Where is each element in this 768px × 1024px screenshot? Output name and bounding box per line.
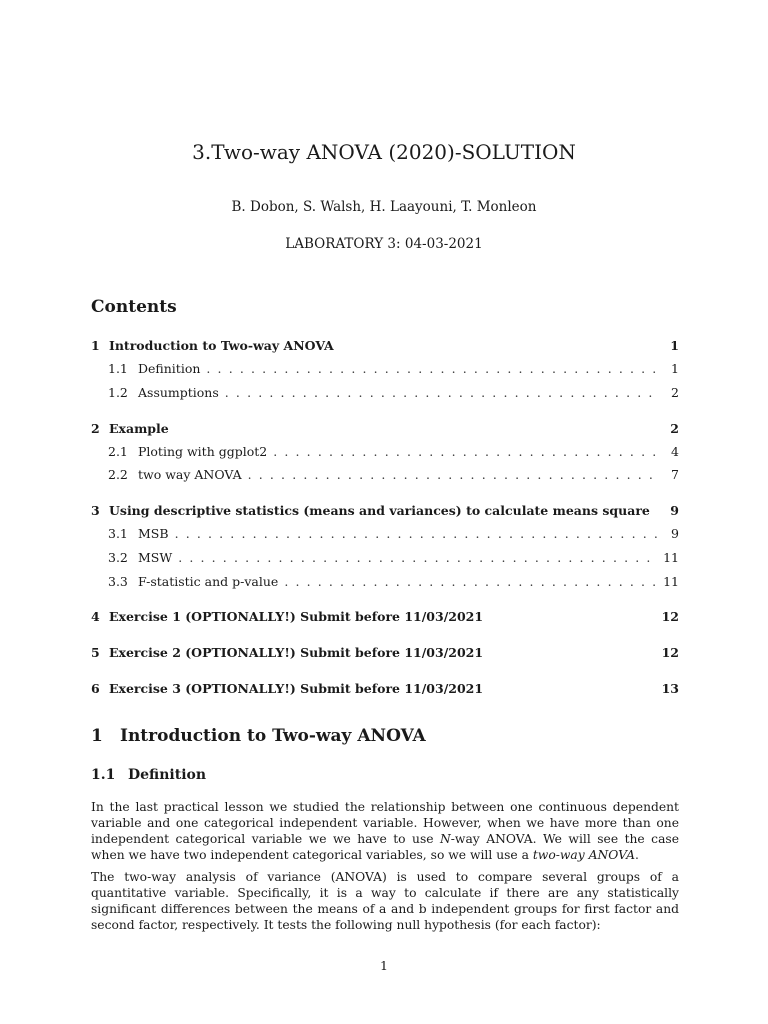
subsection-number: 1.1: [91, 767, 116, 783]
paragraph-anova-definition: The two-way analysis of variance (ANOVA) is used to compare several groups of a quantitative variable. Specifically, it is a way to calculate if there are any statistically significant differences between the means of a and b independent groups for first factor and second factor, respectively. It tests the following null hypothesis (for each factor):: [91, 870, 679, 932]
toc-page: 12: [661, 645, 679, 660]
toc-entry-1-2[interactable]: [108, 385, 679, 400]
toc-label: Exercise 3 (OPTIONALLY!) Submit before 11/03/2021: [109, 681, 484, 696]
authors-line: B. Dobon, S. Walsh, H. Laayouni, T. Monleon: [231, 199, 537, 215]
toc-label: Ploting with ggplot2: [138, 444, 268, 459]
toc-page: 1: [671, 361, 679, 376]
toc-entry-2-1[interactable]: [108, 444, 679, 459]
toc-page: 1: [670, 338, 679, 353]
toc-label: Introduction to Two-way ANOVA: [109, 338, 334, 353]
toc-page: 13: [661, 681, 679, 696]
toc-entry-2-2[interactable]: [108, 467, 679, 482]
toc-entry-1[interactable]: [91, 338, 679, 353]
toc-page: 12: [661, 609, 679, 624]
toc-page: 2: [670, 421, 679, 436]
toc-number: 6: [91, 681, 100, 696]
toc-label: Exercise 2 (OPTIONALLY!) Submit before 11/03/2021: [109, 645, 484, 660]
section-number: 1: [91, 726, 103, 746]
toc-dot-leader: [225, 385, 659, 400]
toc-dot-leader: [178, 550, 657, 565]
toc-page: 9: [671, 526, 679, 541]
toc-label: Assumptions: [138, 385, 219, 400]
toc-entry-2[interactable]: [91, 421, 679, 436]
toc-number: 1.2: [108, 385, 128, 400]
toc-entry-4[interactable]: [91, 609, 679, 624]
paragraph-text: In the last practical lesson we studied the relationship between one continuous dependent variable and one categorical independent variable. However, when we have more than one independent categorical variable we we have to use: [91, 800, 679, 846]
toc-entry-1-1[interactable]: [108, 361, 679, 376]
toc-number: 4: [91, 609, 100, 624]
toc-page: 9: [670, 503, 679, 518]
toc-number: 2.1: [108, 444, 128, 459]
toc-number: 2.2: [108, 467, 128, 482]
toc-label: two way ANOVA: [138, 467, 242, 482]
toc-label: Exercise 1 (OPTIONALLY!) Submit before 11/03/2021: [109, 609, 484, 624]
toc-number: 3.3: [108, 574, 128, 589]
document-title: 3.Two-way ANOVA (2020)-SOLUTION: [192, 140, 576, 164]
toc-label: Example: [109, 421, 169, 436]
toc-dot-leader: [248, 467, 659, 482]
toc-entry-3[interactable]: [91, 503, 679, 518]
contents-heading: Contents: [91, 297, 177, 317]
toc-number: 1.1: [108, 361, 128, 376]
toc-number: 1: [91, 338, 100, 353]
toc-entry-3-2[interactable]: [108, 550, 679, 565]
toc-dot-leader: [284, 574, 657, 589]
toc-entry-3-1[interactable]: [108, 526, 679, 541]
toc-page: 2: [671, 385, 679, 400]
toc-dot-leader: [175, 526, 659, 541]
toc-entry-5[interactable]: [91, 645, 679, 660]
toc-dot-leader: [273, 444, 659, 459]
paragraph-text: .: [635, 848, 639, 862]
toc-page: 7: [671, 467, 679, 482]
subsection-title: Definition: [128, 767, 207, 783]
toc-page: 11: [663, 574, 679, 589]
page-number: 1: [380, 958, 388, 973]
toc-dot-leader: [206, 361, 659, 376]
toc-label: MSB: [138, 526, 169, 541]
toc-page: 11: [663, 550, 679, 565]
toc-page: 4: [671, 444, 679, 459]
toc-entry-6[interactable]: [91, 681, 679, 696]
toc-number: 3.1: [108, 526, 128, 541]
paragraph-intro: [91, 799, 679, 863]
section-heading: [91, 726, 426, 746]
toc-label: MSW: [138, 550, 173, 565]
toc-label: Definition: [138, 361, 201, 376]
toc-label: Using descriptive statistics (means and variances) to calculate means square: [109, 503, 650, 518]
toc-entry-3-3[interactable]: [108, 574, 679, 589]
toc-number: 5: [91, 645, 100, 660]
toc-label: F-statistic and p-value: [138, 574, 279, 589]
lab-date-line: LABORATORY 3: 04-03-2021: [285, 236, 483, 252]
toc-number: 3: [91, 503, 100, 518]
math-n: N: [440, 832, 451, 846]
subsection-heading: [91, 767, 206, 783]
toc-number: 3.2: [108, 550, 128, 565]
emphasis-text: two-way ANOVA: [532, 848, 636, 862]
section-title: Introduction to Two-way ANOVA: [120, 726, 426, 746]
toc-number: 2: [91, 421, 100, 436]
paragraph-text: -way ANOVA. We will see the case when we have two independent categorical variables, so we will use a: [91, 832, 679, 862]
